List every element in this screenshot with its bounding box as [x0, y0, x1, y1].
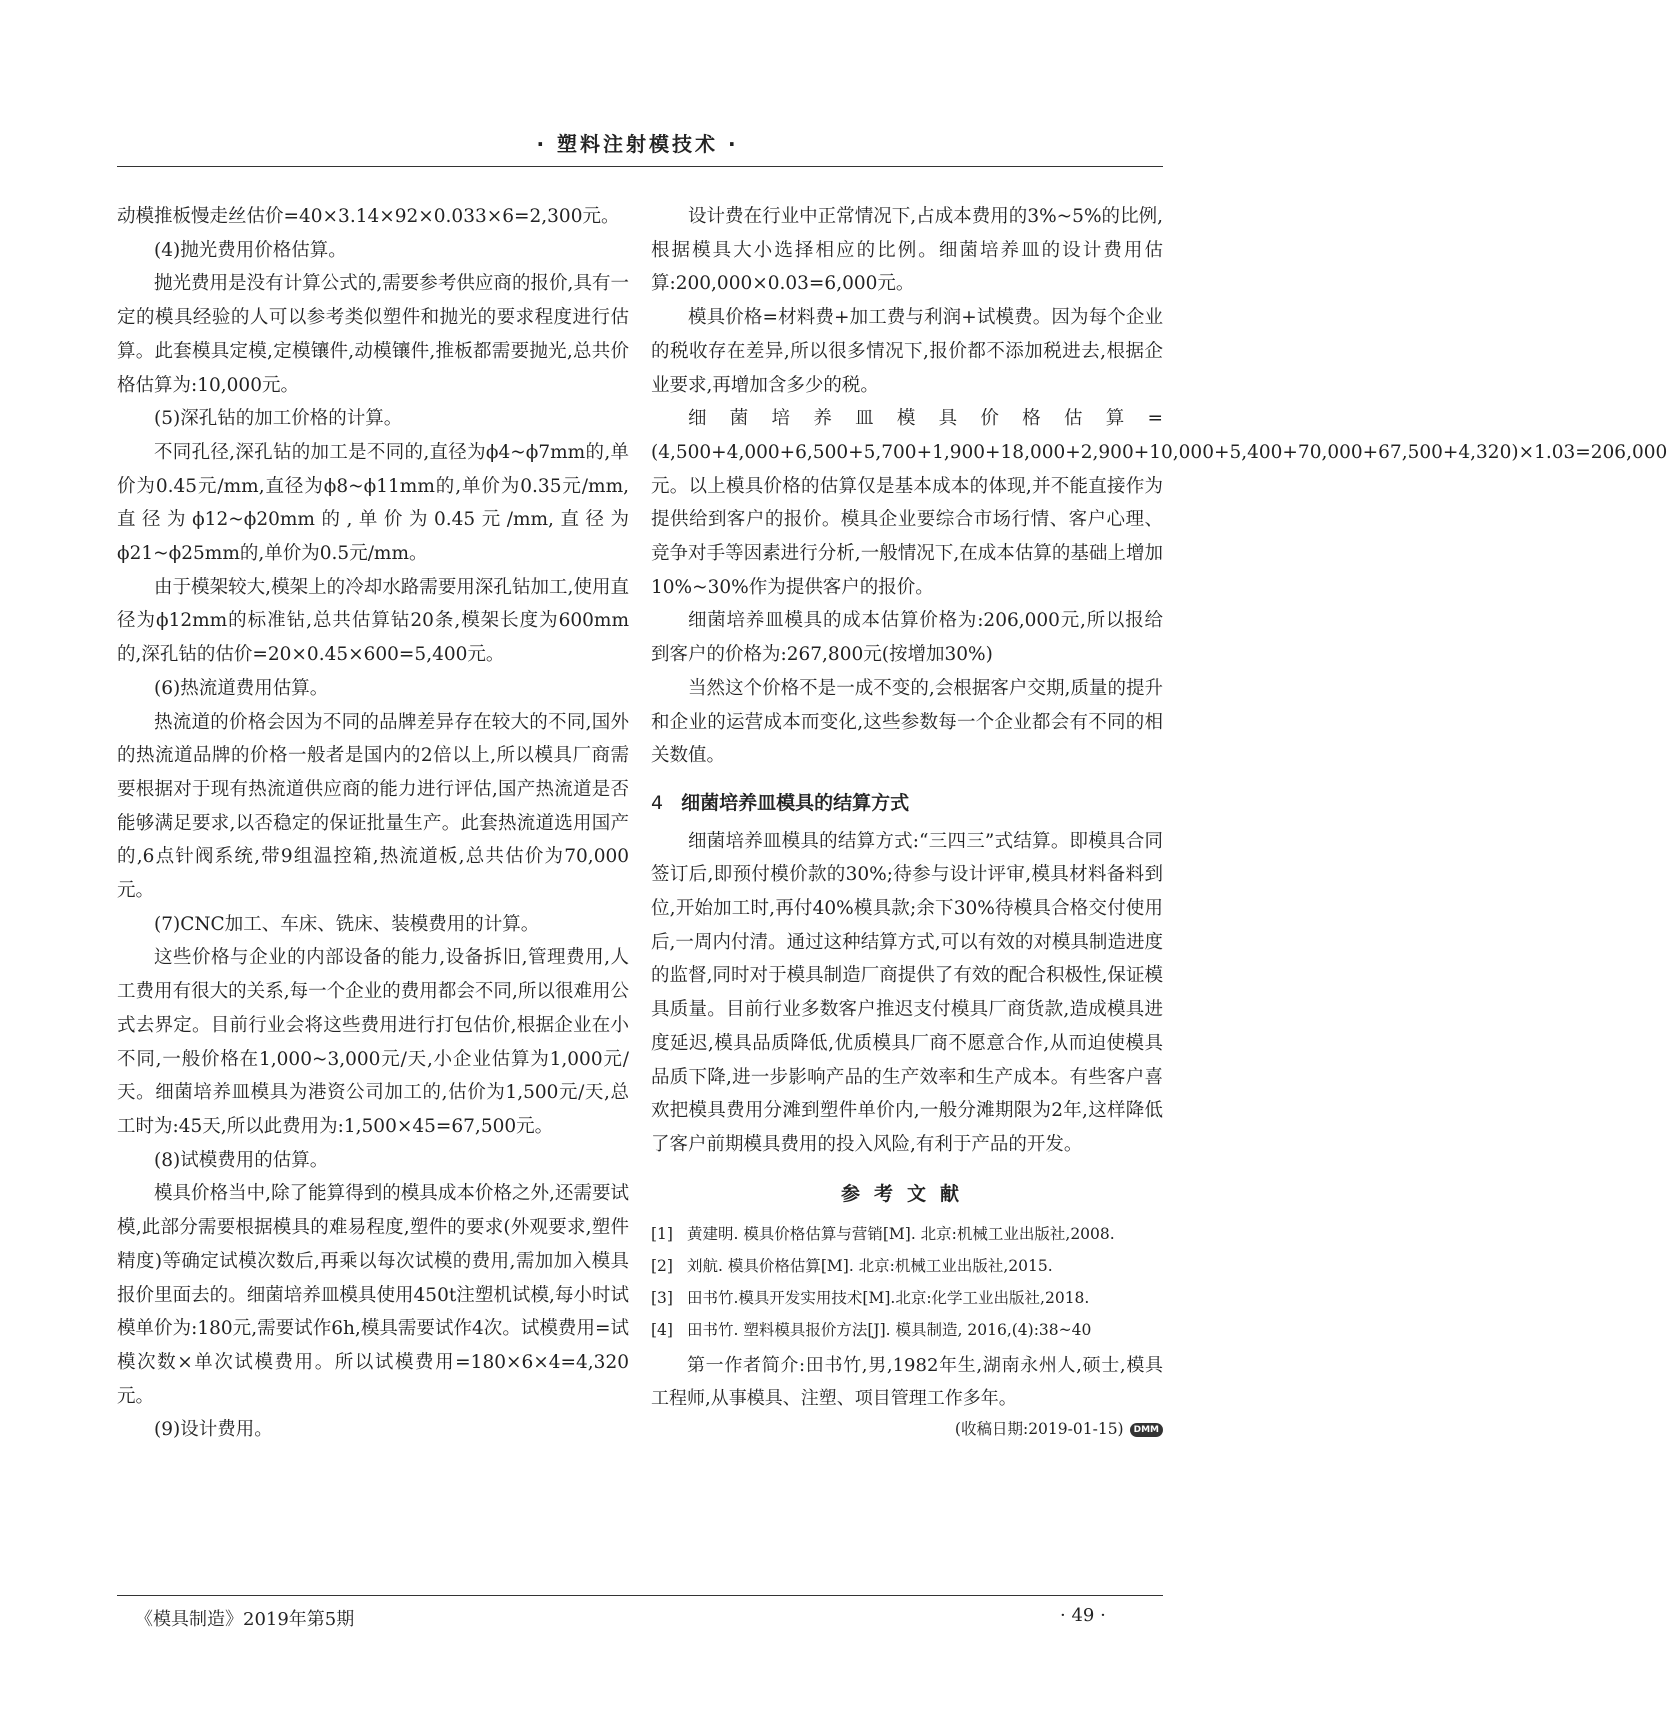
- page-number: · 49 ·: [1060, 1605, 1106, 1626]
- reference-item: [651, 1285, 1163, 1311]
- subheading: (7)CNC加工、车床、铣床、装模费用的计算。: [154, 913, 540, 935]
- footer-divider: [117, 1595, 1163, 1596]
- paragraph: 设计费在行业中正常情况下,占成本费用的3%~5%的比例,根据模具大小选择相应的比例。细菌培养皿的设计费用估算:200,000×0.03=6,000元。: [651, 206, 1163, 295]
- reference-text: 刘航. 模具价格估算[M]. 北京:机械工业出版社,2015.: [687, 1257, 1053, 1276]
- reference-list: [651, 1221, 1163, 1343]
- paragraph: 当然这个价格不是一成不变的,会根据客户交期,质量的提升和企业的运营成本而变化,这些参数每一个企业都会有不同的相关数值。: [651, 677, 1163, 767]
- reference-number: [1]: [651, 1225, 673, 1244]
- paragraph: 动模推板慢走丝估价=40×3.14×92×0.033×6=2,300元。: [117, 206, 620, 227]
- section-heading: [651, 787, 1163, 821]
- paragraph: 热流道的价格会因为不同的品牌差异存在较大的不同,国外的热流道品牌的价格一般者是国内的2倍以上,所以模具厂商需要根据对于现有热流道供应商的能力进行评估,国产热流道是否能够满足要求,以否稳定的保证批量生产。此套热流道选用国产的,6点针阀系统,带9组温控箱,热流道板,总共估价为70,000元。: [117, 711, 629, 902]
- paragraph: 模具价格=材料费+加工费与利润+试模费。因为每个企业的税收存在差异,所以很多情况下,报价都不添加税进去,根据企业要求,再增加含多少的税。: [651, 307, 1163, 396]
- paragraph: 细菌培养皿模具的成本估算价格为:206,000元,所以报给到客户的价格为:267,800元(按增加30%): [651, 610, 1163, 666]
- paragraph: 细菌培养皿模具的结算方式:“三四三”式结算。即模具合同签订后,即预付模价款的30%;待参与设计评审,模具材料备料到位,开始加工时,再付40%模具款;余下30%待模具合格交付使用后,一周内付清。通过这种结算方式,可以有效的对模具制造进度的监督,同时对于模具制造厂商提供了有效的配合积极性,保证模具质量。目前行业多数客户推迟支付模具厂商货款,造成模具进度延迟,模具品质降低,优质模具厂商不愿意合作,从而迫使模具品质下降,进一步影响产品的生产效率和生产成本。有些客户喜欢把模具费用分滩到塑件单价内,一般分滩期限为2年,这样降低了客户前期模具费用的投入风险,有利于产品的开发。: [651, 830, 1163, 1155]
- reference-text: 黄建明. 模具价格估算与营销[M]. 北京:机械工业出版社,2008.: [687, 1225, 1115, 1244]
- subheading: (4)抛光费用价格估算。: [154, 239, 347, 261]
- journal-name: 《模具制造》2019年第5期: [135, 1609, 355, 1630]
- left-column: [117, 200, 629, 1447]
- received-date: [651, 1415, 1163, 1443]
- reference-item: [651, 1317, 1163, 1343]
- reference-text: 田书竹. 塑料模具报价方法[J]. 模具制造, 2016,(4):38~40: [687, 1321, 1092, 1340]
- paragraph: 不同孔径,深孔钻的加工是不同的,直径为ϕ4~ϕ7mm的,单价为0.45元/mm,直径为ϕ8~ϕ11mm的,单价为0.35元/mm,直径为ϕ12~ϕ20mm的,单价为0.45元/mm,直径为ϕ21~ϕ25mm的,单价为0.5元/mm。: [117, 441, 629, 565]
- dmm-logo: DMM: [1130, 1423, 1163, 1437]
- header-divider: [117, 166, 1163, 167]
- paragraph: 细菌培养皿模具价格估算=(4,500+4,000+6,500+5,700+1,900+18,000+2,900+10,000+5,400+70,000+67,500+4,320)×1.03=206,000元。以上模具价格的估算仅是基本成本的体现,并不能直接作为提供给到客户的报价。模具企业要综合市场行情、客户心理、竞争对手等因素进行分析,一般情况下,在成本估算的基础上增加10%~30%作为提供客户的报价。: [651, 408, 1667, 598]
- reference-number: [2]: [651, 1257, 673, 1276]
- reference-number: [3]: [651, 1289, 673, 1308]
- paragraph: 由于模架较大,模架上的冷却水路需要用深孔钻加工,使用直径为ϕ12mm的标准钻,总共估算钻20条,模架长度为600mm的,深孔钻的估价=20×0.45×600=5,400元。: [117, 576, 629, 666]
- paragraph: 抛光费用是没有计算公式的,需要参考供应商的报价,具有一定的模具经验的人可以参考类似塑件和抛光的要求程度进行估算。此套模具定模,定模镶件,动模镶件,推板都需要抛光,总共价格估算为:10,000元。: [117, 273, 629, 396]
- right-column: [651, 200, 1667, 1443]
- author-bio: 第一作者简介:田书竹,男,1982年生,湖南永州人,硕士,模具工程师,从事模具、注塑、项目管理工作多年。: [651, 1355, 1163, 1410]
- running-header: · 塑料注射模技术 ·: [536, 132, 739, 156]
- section-title: 细菌培养皿模具的结算方式: [681, 791, 910, 814]
- subheading: (9)设计费用。: [154, 1419, 273, 1441]
- subheading: (6)热流道费用估算。: [154, 677, 329, 699]
- subheading: (8)试模费用的估算。: [154, 1149, 329, 1171]
- paragraph: 这些价格与企业的内部设备的能力,设备拆旧,管理费用,人工费用有很大的关系,每一个企业的费用都会不同,所以很难用公式去界定。目前行业会将这些费用进行打包估价,根据企业在小不同,一般价格在1,000~3,000元/天,小企业估算为1,000元/天。细菌培养皿模具为港资公司加工的,估价为1,500元/天,总工时为:45天,所以此费用为:1,500×45=67,500元。: [117, 947, 629, 1137]
- received-date-text: (收稿日期:2019-01-15): [954, 1420, 1124, 1439]
- reference-text: 田书竹.模具开发实用技术[M].北京:化学工业出版社,2018.: [687, 1289, 1090, 1308]
- reference-number: [4]: [651, 1321, 673, 1340]
- paragraph: 模具价格当中,除了能算得到的模具成本价格之外,还需要试模,此部分需要根据模具的难易程度,塑件的要求(外观要求,塑件精度)等确定试模次数后,再乘以每次试模的费用,需加加入模具报价里面去的。细菌培养皿模具使用450t注塑机试模,每小时试模单价为:180元,需要试作6h,模具需要试作4次。试模费用=试模次数×单次试模费用。所以试模费用=180×6×4=4,320元。: [117, 1183, 629, 1407]
- section-number: 4: [651, 791, 664, 814]
- reference-item: [651, 1221, 1163, 1247]
- references-heading: 参考文献: [840, 1182, 973, 1205]
- subheading: (5)深孔钻的加工价格的计算。: [154, 408, 403, 430]
- reference-item: [651, 1253, 1163, 1279]
